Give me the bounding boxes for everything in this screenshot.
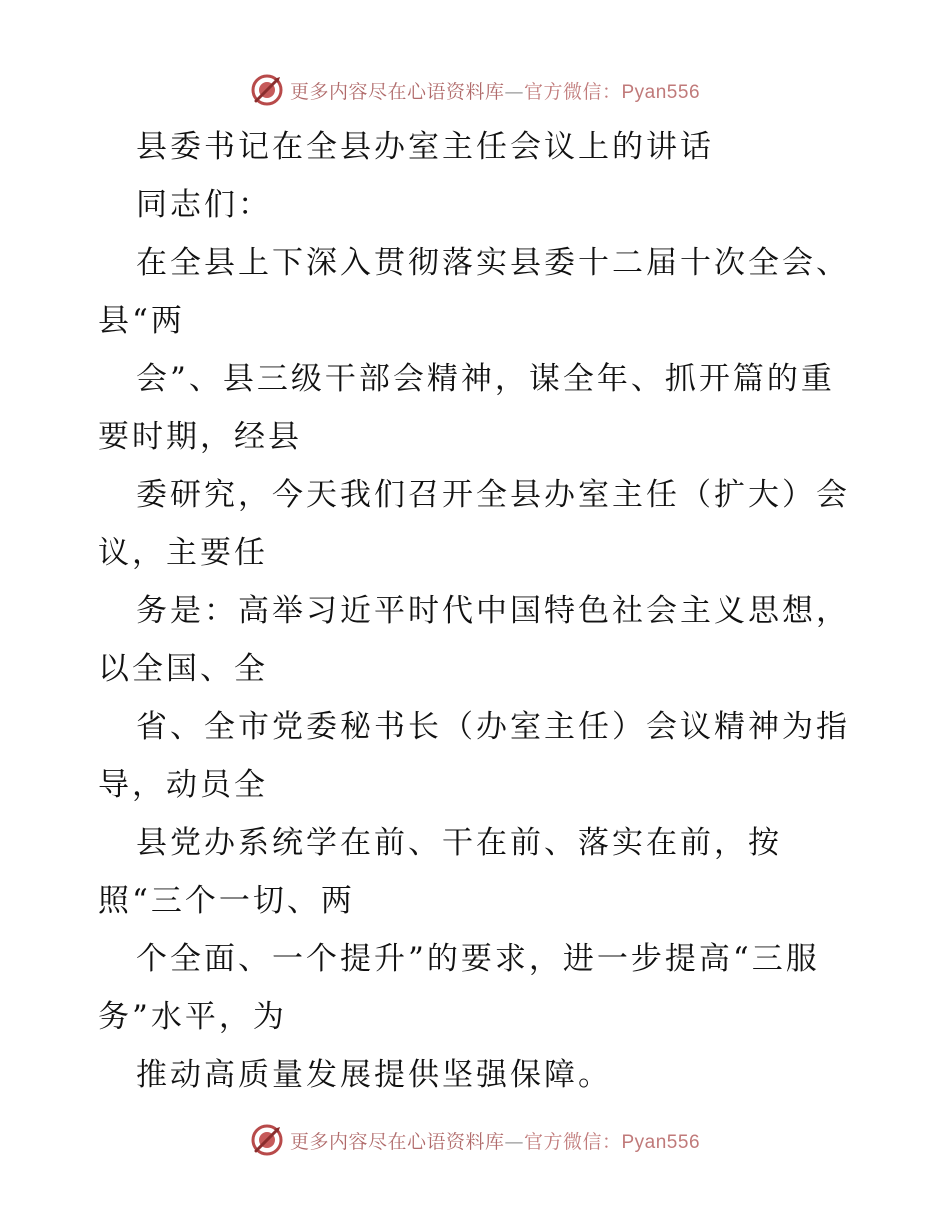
paragraph-line: 个全面、一个提升”的要求，进一步提高“三服 <box>136 941 820 977</box>
document-body <box>98 118 868 1104</box>
paragraph-line: 要时期，经县 <box>98 419 302 455</box>
banner-wechat: 官方微信：Pyan556 <box>524 81 701 103</box>
banner-wechat: 官方微信：Pyan556 <box>524 1131 701 1153</box>
salutation: 同志们： <box>136 187 272 223</box>
header-watermark-banner <box>0 70 950 110</box>
paragraph-line: 导，动员全 <box>98 767 268 803</box>
paragraph-line: 委研究，今天我们召开全县办室主任（扩大）会 <box>136 477 850 513</box>
paragraph-line: 务是：高举习近平时代中国特色社会主义思想， <box>136 593 850 629</box>
paragraph-line: 照“三个一切、两 <box>98 883 355 919</box>
paragraph-line: 以全国、全 <box>98 651 268 687</box>
paragraph-line: 议，主要任 <box>98 535 268 571</box>
paragraph-line: 县“两 <box>98 303 185 339</box>
pen-seal-icon <box>250 1123 284 1157</box>
pen-seal-icon <box>250 73 284 107</box>
footer-watermark-banner <box>0 1120 950 1160</box>
paragraph-line: 在全县上下深入贯彻落实县委十二届十次全会、 <box>136 245 850 281</box>
banner-title: 更多内容尽在心语资料库 <box>289 1130 505 1153</box>
document-title: 县委书记在全县办室主任会议上的讲话 <box>136 129 714 165</box>
paragraph-line: 省、全市党委秘书长（办室主任）会议精神为指 <box>136 709 850 745</box>
paragraph-line: 会”、县三级干部会精神，谋全年、抓开篇的重 <box>136 361 835 397</box>
paragraph-line: 务”水平，为 <box>98 999 287 1035</box>
paragraph-line: 县党办系统学在前、干在前、落实在前，按 <box>136 825 782 861</box>
banner-separator: — <box>504 80 524 103</box>
banner-title: 更多内容尽在心语资料库 <box>289 80 505 103</box>
banner-separator: — <box>504 1130 524 1153</box>
paragraph-line: 推动高质量发展提供坚强保障。 <box>136 1057 612 1093</box>
